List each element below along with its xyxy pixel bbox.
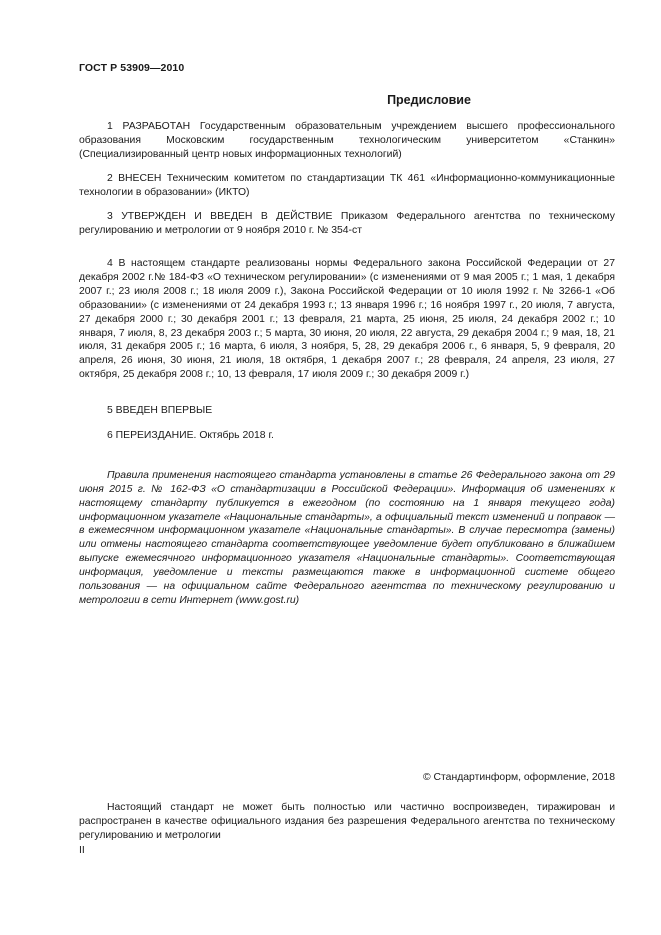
standard-application-note — [79, 469, 615, 607]
foreword-item-2-text: 2 ВНЕСЕН Техническим комитетом по стандартизации ТК 461 «Информационно-коммуникационные технологии в образовании» (ИКТО) — [79, 173, 615, 198]
foreword-item-4 — [79, 257, 615, 382]
foreword-title — [79, 93, 615, 107]
foreword-item-4-text: 4 В настоящем стандарте реализованы нормы Федерального закона Российской Федерации от 27 декабря 2002 г.№ 184-ФЗ «О техническом регулировании» (с изменениями от 9 мая 2005 г.; 1 мая, 1 декабря 2007 г.; 23 июля 2008 г.; 18 июля 2009 г.), Закона Российской Федерации от 10 июля 1992 г. № 3266-1 «Об образовании» (с изменениями от 24 декабря 1993 г.; 13 января 1996 г.; 16 ноября 1997 г., 20 июля, 7 августа, 27 декабря 2000 г.; 30 декабря 2001 г.; 13 февраля, 21 марта, 25 июня, 25 июля, 24 декабря 2002 г.; 10 января, 7 июля, 8, 23 декабря 2003 г.; 5 марта, 30 июня, 20 июля, 22 августа, 29 декабря 2004 г.; 9 мая, 18, 21 июля, 31 декабря 2005 г.; 16 марта, 6 июля, 3 ноября, 5, 28, 29 декабря 2006 г., 6 января, 5, 9 февраля, 20 апреля, 26 июня, 30 июня, 21 июля, 18 октября, 1 декабря 2007 г.; 28 февраля, 24 апреля, 23 июля, 27 октября, 25 декабря 2008 г.; 10, 13 февраля, 17 июля 2009 г.; 30 декабря 2009 г.) — [79, 258, 615, 381]
foreword-item-2 — [79, 172, 615, 200]
foreword-item-6 — [79, 429, 615, 443]
reproduction-notice-text: Настоящий стандарт не может быть полностью или частично воспроизведен, тиражирован и распространен в качестве официального издания без разрешения Федерального агентства по техническому регулированию и метрологии — [79, 802, 615, 841]
standard-code-header: ГОСТ Р 53909—2010 — [79, 62, 185, 74]
standard-application-note-text: Правила применения настоящего стандарта установлены в статье 26 Федерального закона от 29 июня 2015 г. № 162-ФЗ «О стандартизации в Российской Федерации». Информация об изменениях к настоящему стандарту публикуется в ежегодном (по состоянию на 1 января текущего года) информационном указателе «Национальные стандарты», а официальный текст изменений и поправок — в ежемесячном информационном указателе «Национальные стандарты». В случае пересмотра (замены) или отмены настоящего стандарта соответствующее уведомление будет опубликовано в ближайшем выпуске ежемесячного информационного указателя «Национальные стандарты». Соответствующая информация, уведомление и тексты размещаются также в информационной системе общего пользования — на официальном сайте Федерального агентства по техническому регулированию и метрологии в сети Интернет (www.gost.ru) — [79, 470, 615, 606]
foreword-item-3-text: 3 УТВЕРЖДЕН И ВВЕДЕН В ДЕЙСТВИЕ Приказом Федерального агентства по техническому регулированию и метрологии от 9 ноября 2010 г. № 354-ст — [79, 211, 615, 236]
foreword-item-1 — [79, 120, 615, 162]
foreword-item-5 — [79, 404, 615, 418]
foreword-item-1-text: 1 РАЗРАБОТАН Государственным образовательным учреждением высшего профессионального образования Московским государственным технологическим университетом «Станкин» (Специализированный центр новых информационных технологий) — [79, 121, 615, 160]
foreword-item-3 — [79, 210, 615, 238]
foreword-item-6-text: 6 ПЕРЕИЗДАНИЕ. Октябрь 2018 г. — [107, 430, 274, 441]
foreword-title-text: Предисловие — [387, 93, 471, 107]
page-number: II — [79, 845, 85, 856]
reproduction-notice — [79, 801, 615, 843]
foreword-item-5-text: 5 ВВЕДЕН ВПЕРВЫЕ — [107, 405, 213, 416]
copyright-line: © Стандартинформ, оформление, 2018 — [422, 772, 615, 783]
